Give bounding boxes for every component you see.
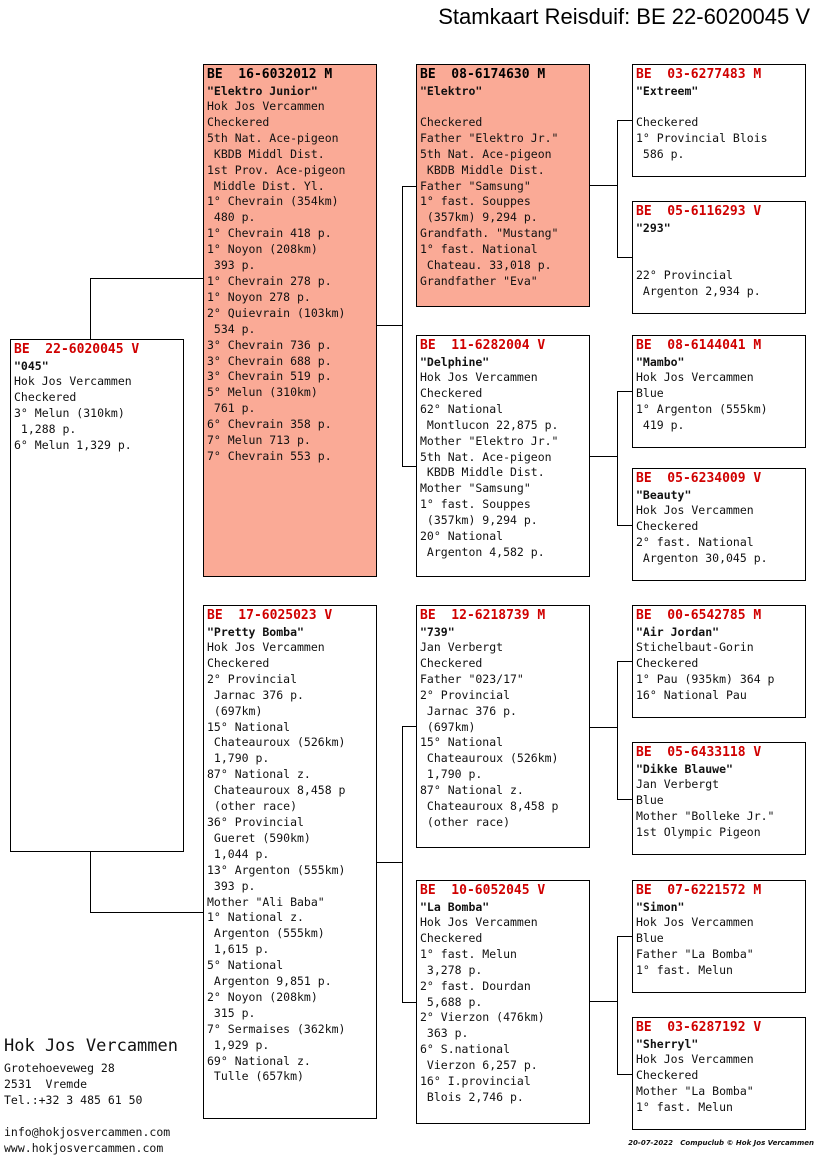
detail-line bbox=[636, 99, 805, 115]
detail-line: Jarnac 376 p. bbox=[420, 703, 517, 718]
detail-line: 1,615 p. bbox=[207, 942, 270, 957]
detail-line: Montlucon 22,875 p. bbox=[420, 417, 559, 432]
detail-line: Mother "Samsung" bbox=[420, 481, 531, 496]
detail-line: Checkered bbox=[420, 655, 483, 670]
pigeon-card-subject[interactable] bbox=[10, 339, 184, 852]
detail-line: Argenton 9,851 p. bbox=[207, 974, 332, 989]
pigeon-details bbox=[420, 640, 589, 831]
detail-line: Hok Jos Vercammen bbox=[636, 1052, 754, 1066]
detail-line bbox=[420, 99, 589, 115]
connector-line bbox=[402, 1002, 416, 1003]
detail-line: Checkered bbox=[420, 930, 483, 945]
ring-number: BE 10-6052045 V bbox=[420, 883, 546, 898]
detail-line: Father "La Bomba" bbox=[636, 946, 754, 961]
connector-line bbox=[402, 466, 416, 467]
pigeon-name: "Pretty Bomba" bbox=[207, 625, 304, 639]
detail-line: 3° Chevrain 688 p. bbox=[207, 353, 332, 368]
detail-line: 534 p. bbox=[207, 321, 256, 336]
pigeon-name: "Sherryl" bbox=[636, 1037, 699, 1051]
ring-number: BE 07-6221572 M bbox=[636, 883, 762, 898]
detail-line: 87° National z. bbox=[207, 767, 311, 782]
pigeon-name: "Simon" bbox=[636, 900, 685, 914]
pigeon-details bbox=[420, 99, 589, 290]
detail-line: 1° fast. Melun bbox=[420, 946, 517, 961]
detail-line: 3° Melun (310km) bbox=[14, 405, 125, 420]
detail-line: 2° fast. National bbox=[636, 534, 754, 549]
detail-line: 62° National bbox=[420, 401, 504, 416]
pigeon-details bbox=[420, 915, 589, 1106]
detail-line: Chateauroux 8,458 p bbox=[420, 799, 559, 814]
pigeon-card-father-father[interactable] bbox=[416, 64, 590, 307]
detail-line: 3° Chevrain 736 p. bbox=[207, 337, 332, 352]
pigeon-details bbox=[636, 1052, 805, 1116]
pigeon-details bbox=[636, 99, 805, 163]
detail-line: (357km) 9,294 p. bbox=[420, 210, 538, 225]
detail-line: Checkered bbox=[636, 518, 699, 533]
pigeon-details bbox=[636, 503, 805, 567]
connector-line bbox=[617, 391, 618, 525]
page-title: Stamkaart Reisduif: BE 22-6020045 V bbox=[438, 4, 810, 29]
detail-line: Jan Verbergt bbox=[420, 640, 504, 654]
detail-line: 1° fast. National bbox=[420, 242, 538, 257]
pigeon-name: "Elektro" bbox=[420, 84, 483, 98]
connector-line bbox=[617, 1074, 632, 1075]
detail-line: Hok Jos Vercammen bbox=[207, 99, 325, 113]
pigeon-details bbox=[636, 370, 805, 434]
pigeon-card-mfm[interactable] bbox=[632, 742, 806, 855]
detail-line: KBDB Middle Dist. bbox=[420, 162, 545, 177]
pigeon-details bbox=[636, 640, 805, 704]
detail-line: 5° Melun (310km) bbox=[207, 385, 318, 400]
pigeon-card-mother-father[interactable] bbox=[416, 605, 590, 848]
owner-email-link[interactable]: info@hokjosvercammen.com bbox=[4, 1125, 171, 1139]
detail-line: Checkered bbox=[420, 385, 483, 400]
detail-line: Blue bbox=[636, 792, 664, 807]
connector-line bbox=[590, 1001, 617, 1002]
pigeon-details bbox=[636, 236, 805, 300]
detail-line: 393 p. bbox=[207, 878, 256, 893]
detail-line: Blue bbox=[636, 385, 664, 400]
detail-line: 1,929 p. bbox=[207, 1037, 270, 1052]
detail-line: Father "Samsung" bbox=[420, 178, 531, 193]
connector-line bbox=[90, 851, 91, 912]
detail-line: 20° National bbox=[420, 529, 504, 544]
pigeon-details bbox=[207, 640, 376, 1085]
detail-line: 1° Pau (935km) 364 p bbox=[636, 671, 775, 686]
detail-line: Jarnac 376 p. bbox=[207, 687, 304, 702]
ring-number: BE 12-6218739 M bbox=[420, 608, 546, 623]
pigeon-details bbox=[207, 99, 376, 465]
pigeon-card-fff[interactable] bbox=[632, 64, 806, 177]
connector-line bbox=[617, 799, 632, 800]
detail-line: 1° Noyon 278 p. bbox=[207, 289, 311, 304]
pigeon-name: "La Bomba" bbox=[420, 900, 490, 914]
detail-line: Father "023/17" bbox=[420, 671, 524, 686]
pigeon-card-father[interactable] bbox=[203, 64, 377, 577]
detail-line: Checkered bbox=[636, 655, 699, 670]
connector-line bbox=[590, 456, 617, 457]
owner-name: Hok Jos Vercammen bbox=[4, 1036, 178, 1056]
connector-line bbox=[617, 257, 632, 258]
detail-line: 2° Vierzon (476km) bbox=[420, 1010, 545, 1025]
connector-line bbox=[617, 525, 632, 526]
detail-line: 5th Nat. Ace-pigeon bbox=[420, 449, 552, 464]
pigeon-card-mff[interactable] bbox=[632, 605, 806, 718]
detail-line: Argenton (555km) bbox=[207, 926, 325, 941]
detail-line: Grandfath. "Mustang" bbox=[420, 226, 559, 241]
detail-line: (other race) bbox=[207, 799, 298, 814]
detail-line: 1° Provincial Blois bbox=[636, 130, 768, 145]
connector-line bbox=[377, 325, 402, 326]
detail-line: 7° Sermaises (362km) bbox=[207, 1021, 346, 1036]
ring-number: BE 05-6234009 V bbox=[636, 471, 762, 486]
detail-line bbox=[636, 236, 805, 252]
detail-line: Checkered bbox=[636, 114, 699, 129]
ring-number: BE 17-6025023 V bbox=[207, 608, 333, 623]
detail-line: (357km) 9,294 p. bbox=[420, 513, 538, 528]
detail-line: Hok Jos Vercammen bbox=[636, 503, 754, 517]
connector-line bbox=[617, 936, 632, 937]
connector-line bbox=[590, 727, 617, 728]
detail-line: Mother "Bolleke Jr." bbox=[636, 808, 775, 823]
ring-number: BE 22-6020045 V bbox=[14, 342, 140, 357]
detail-line: 1° Chevrain 418 p. bbox=[207, 226, 332, 241]
connector-line bbox=[617, 936, 618, 1074]
detail-line: 6° S.national bbox=[420, 1042, 511, 1057]
detail-line: Jan Verbergt bbox=[636, 777, 720, 791]
detail-line: 1° National z. bbox=[207, 910, 304, 925]
detail-line: Checkered bbox=[420, 114, 483, 129]
connector-line bbox=[617, 661, 632, 662]
detail-line: Gueret (590km) bbox=[207, 830, 311, 845]
pigeon-card-fmm[interactable] bbox=[632, 468, 806, 581]
detail-line: Blue bbox=[636, 930, 664, 945]
detail-line: 586 p. bbox=[636, 146, 685, 161]
detail-line: Vierzon 6,257 p. bbox=[420, 1058, 538, 1073]
pigeon-name: "Air Jordan" bbox=[636, 625, 720, 639]
detail-line: 2° Quievrain (103km) bbox=[207, 305, 346, 320]
pigeon-name: "Dikke Blauwe" bbox=[636, 762, 733, 776]
detail-line: Checkered bbox=[636, 1067, 699, 1082]
detail-line: (697km) bbox=[420, 719, 476, 734]
detail-line: Mother "Elektro Jr." bbox=[420, 433, 559, 448]
detail-line: 1,790 p. bbox=[420, 767, 483, 782]
ring-number: BE 08-6144041 M bbox=[636, 338, 762, 353]
detail-line: Argenton 30,045 p. bbox=[636, 550, 768, 565]
connector-line bbox=[90, 912, 203, 913]
detail-line: Tulle (657km) bbox=[207, 1069, 304, 1084]
owner-city: 2531 Vremde bbox=[4, 1077, 88, 1091]
pigeon-details bbox=[420, 370, 589, 561]
detail-line: KBDB Middl Dist. bbox=[207, 146, 325, 161]
pigeon-card-ffm[interactable] bbox=[632, 201, 806, 314]
detail-line: 1° fast. Melun bbox=[636, 962, 733, 977]
detail-line: 5,688 p. bbox=[420, 994, 483, 1009]
detail-line: Hok Jos Vercammen bbox=[207, 640, 325, 654]
ring-number: BE 16-6032012 M bbox=[207, 67, 333, 82]
detail-line: Hok Jos Vercammen bbox=[636, 370, 754, 384]
connector-line bbox=[402, 726, 416, 727]
detail-line: 15° National bbox=[207, 719, 291, 734]
connector-line bbox=[90, 278, 91, 340]
connector-line bbox=[617, 120, 618, 257]
ring-number: BE 08-6174630 M bbox=[420, 67, 546, 82]
detail-line: 5th Nat. Ace-pigeon bbox=[420, 146, 552, 161]
detail-line: 1° Noyon (208km) bbox=[207, 242, 318, 257]
detail-line: 1° Chevrain 278 p. bbox=[207, 273, 332, 288]
pigeon-card-fmf[interactable] bbox=[632, 335, 806, 448]
owner-phone: Tel.:+32 3 485 61 50 bbox=[4, 1093, 143, 1107]
detail-line: 1° fast. Melun bbox=[636, 1099, 733, 1114]
detail-line: 1,790 p. bbox=[207, 751, 270, 766]
ring-number: BE 00-6542785 M bbox=[636, 608, 762, 623]
detail-line: Mother "La Bomba" bbox=[636, 1083, 754, 1098]
connector-line bbox=[617, 391, 632, 392]
detail-line: 315 p. bbox=[207, 1005, 256, 1020]
ring-number: BE 03-6287192 V bbox=[636, 1020, 762, 1035]
pigeon-name: "739" bbox=[420, 625, 455, 639]
detail-line: Blois 2,746 p. bbox=[420, 1089, 524, 1104]
detail-line: 6° Melun 1,329 p. bbox=[14, 437, 132, 452]
pigeon-card-mmf[interactable] bbox=[632, 880, 806, 993]
pigeon-details bbox=[636, 777, 805, 841]
detail-line: 5° National bbox=[207, 958, 284, 973]
detail-line: 1° fast. Souppes bbox=[420, 194, 531, 209]
detail-line: Checkered bbox=[207, 655, 270, 670]
ring-number: BE 05-6433118 V bbox=[636, 745, 762, 760]
detail-line: (697km) bbox=[207, 703, 263, 718]
detail-line: 2° Noyon (208km) bbox=[207, 989, 318, 1004]
connector-line bbox=[402, 186, 403, 466]
ring-number: BE 03-6277483 M bbox=[636, 67, 762, 82]
detail-line: 7° Melun 713 p. bbox=[207, 433, 311, 448]
detail-line: Mother "Ali Baba" bbox=[207, 894, 325, 909]
detail-line bbox=[636, 252, 805, 268]
detail-line: Chateauroux (526km) bbox=[420, 751, 559, 766]
detail-line: 2° Provincial bbox=[420, 687, 511, 702]
detail-line: 16° National Pau bbox=[636, 687, 747, 702]
pigeon-name: "293" bbox=[636, 221, 671, 235]
owner-website-link[interactable]: www.hokjosvercammen.com bbox=[4, 1141, 164, 1155]
connector-line bbox=[590, 185, 617, 186]
pigeon-details bbox=[636, 915, 805, 979]
pigeon-card-mother-mother[interactable] bbox=[416, 880, 590, 1124]
detail-line: Hok Jos Vercammen bbox=[636, 915, 754, 929]
detail-line: 69° National z. bbox=[207, 1053, 311, 1068]
detail-line: Checkered bbox=[207, 114, 270, 129]
detail-line: Chateauroux (526km) bbox=[207, 735, 346, 750]
detail-line: 6° Chevrain 358 p. bbox=[207, 417, 332, 432]
detail-line: Checkered bbox=[14, 389, 77, 404]
detail-line: 761 p. bbox=[207, 401, 256, 416]
ring-number: BE 05-6116293 V bbox=[636, 204, 762, 219]
footer-credit: 20-07-2022 Compuclub © Hok Jos Vercammen bbox=[628, 1139, 814, 1147]
pigeon-card-father-mother[interactable] bbox=[416, 335, 590, 577]
detail-line: Father "Elektro Jr." bbox=[420, 130, 559, 145]
connector-line bbox=[617, 120, 632, 121]
connector-line bbox=[402, 186, 416, 187]
detail-line: 1,288 p. bbox=[14, 421, 77, 436]
detail-line: (other race) bbox=[420, 814, 511, 829]
pigeon-name: "Delphine" bbox=[420, 355, 490, 369]
connector-line bbox=[90, 278, 203, 279]
detail-line: 87° National z. bbox=[420, 783, 524, 798]
detail-line: 480 p. bbox=[207, 210, 256, 225]
pigeon-name: "Extreem" bbox=[636, 84, 699, 98]
detail-line: Hok Jos Vercammen bbox=[14, 374, 132, 388]
pigeon-card-mother[interactable] bbox=[203, 605, 377, 1119]
connector-line bbox=[377, 862, 402, 863]
pigeon-card-mmm[interactable] bbox=[632, 1017, 806, 1130]
connector-line bbox=[402, 726, 403, 1002]
detail-line: 15° National bbox=[420, 735, 504, 750]
detail-line: Argenton 2,934 p. bbox=[636, 283, 761, 298]
detail-line: 36° Provincial bbox=[207, 814, 304, 829]
pigeon-name: "Elektro Junior" bbox=[207, 84, 318, 98]
pigeon-name: "045" bbox=[14, 359, 49, 373]
detail-line: Hok Jos Vercammen bbox=[420, 915, 538, 929]
detail-line: 2° Provincial bbox=[207, 671, 298, 686]
detail-line: 1° fast. Souppes bbox=[420, 497, 531, 512]
detail-line: 1° Argenton (555km) bbox=[636, 401, 768, 416]
detail-line: Chateau. 33,018 p. bbox=[420, 258, 552, 273]
pigeon-name: "Beauty" bbox=[636, 488, 692, 502]
detail-line: 13° Argenton (555km) bbox=[207, 862, 346, 877]
detail-line: 3,278 p. bbox=[420, 962, 483, 977]
detail-line: 1° Chevrain (354km) bbox=[207, 194, 339, 209]
detail-line: 16° I.provincial bbox=[420, 1074, 531, 1089]
detail-line: 419 p. bbox=[636, 417, 685, 432]
connector-line bbox=[617, 661, 618, 799]
ring-number: BE 11-6282004 V bbox=[420, 338, 546, 353]
detail-line: Stichelbaut-Gorin bbox=[636, 640, 754, 654]
detail-line: 363 p. bbox=[420, 1026, 469, 1041]
detail-line: Chateauroux 8,458 p bbox=[207, 783, 346, 798]
detail-line: 393 p. bbox=[207, 258, 256, 273]
owner-street: Grotehoeveweg 28 bbox=[4, 1061, 115, 1075]
detail-line: Middle Dist. Yl. bbox=[207, 178, 325, 193]
detail-line: Grandfather "Eva" bbox=[420, 273, 538, 288]
detail-line: 3° Chevrain 519 p. bbox=[207, 369, 332, 384]
detail-line: 1,044 p. bbox=[207, 846, 270, 861]
detail-line: 22° Provincial bbox=[636, 267, 733, 282]
detail-line: Argenton 4,582 p. bbox=[420, 544, 545, 559]
detail-line: KBDB Middle Dist. bbox=[420, 465, 545, 480]
pigeon-name: "Mambo" bbox=[636, 355, 685, 369]
detail-line: 2° fast. Dourdan bbox=[420, 978, 531, 993]
detail-line: Hok Jos Vercammen bbox=[420, 370, 538, 384]
detail-line: 5th Nat. Ace-pigeon bbox=[207, 130, 339, 145]
pigeon-details bbox=[14, 374, 183, 454]
detail-line: 1st Prov. Ace-pigeon bbox=[207, 162, 346, 177]
detail-line: 1st Olympic Pigeon bbox=[636, 824, 761, 839]
detail-line: 7° Chevrain 553 p. bbox=[207, 448, 332, 463]
